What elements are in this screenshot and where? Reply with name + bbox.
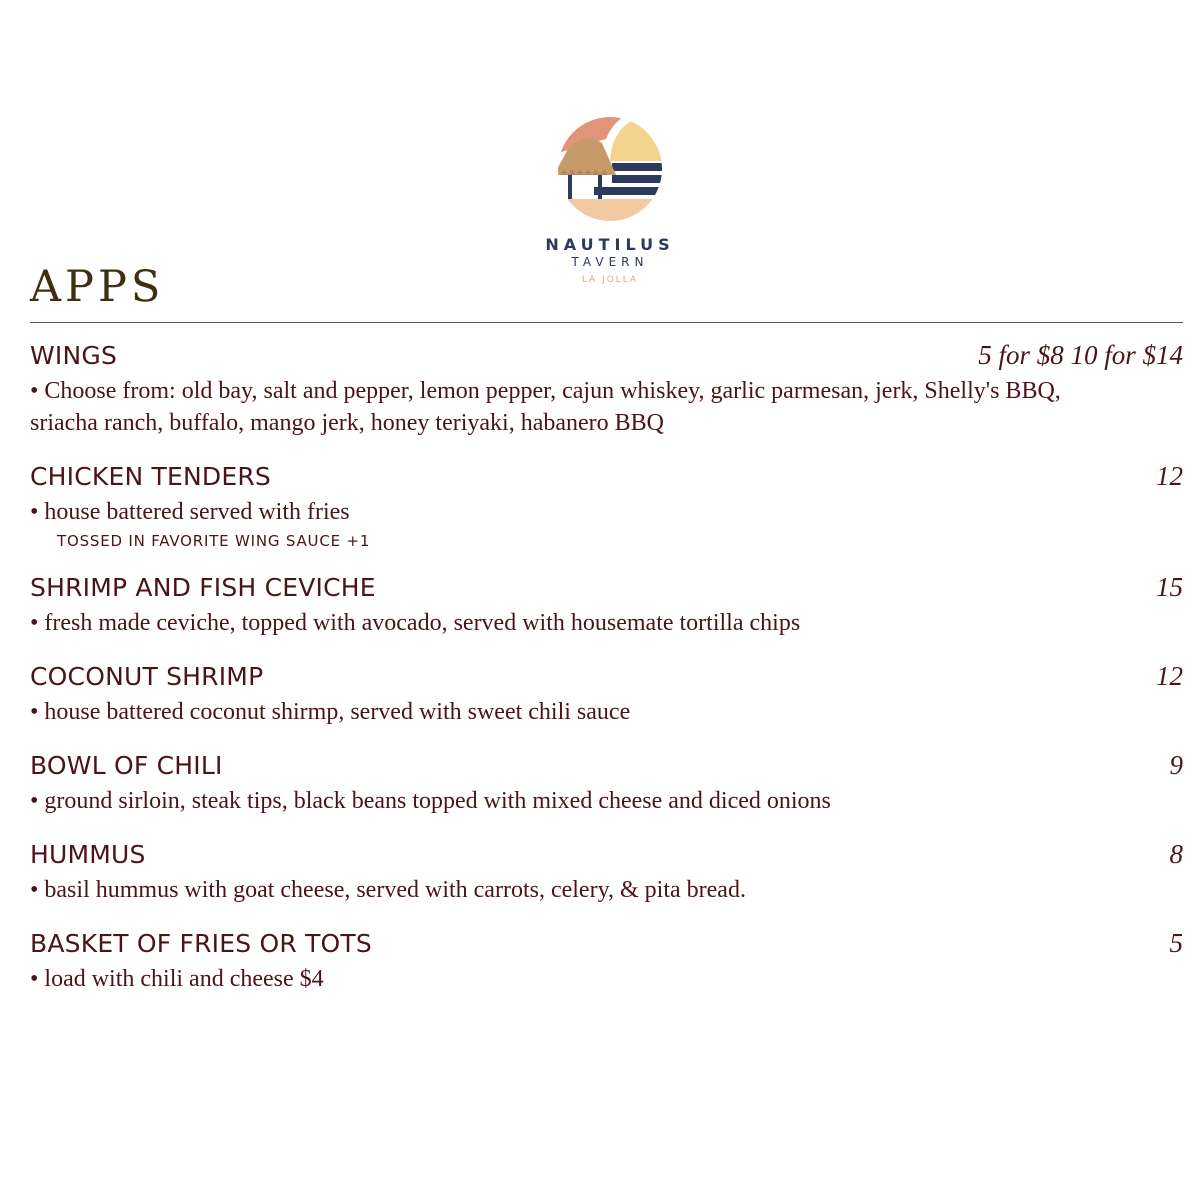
item-addon-note: TOSSED IN FAVORITE WING SAUCE +1	[57, 532, 371, 550]
item-price: 5 for $8 10 for $14	[978, 340, 1183, 370]
item-price: 8	[1169, 839, 1183, 869]
item-name: SHRIMP AND FISH CEVICHE	[30, 573, 376, 602]
logo-emblem-icon	[554, 113, 666, 225]
item-price: 12	[1156, 661, 1183, 691]
item-price: 12	[1156, 461, 1183, 491]
logo-brand-name: NAUTILUS	[545, 235, 675, 254]
item-name: CHICKEN TENDERS	[30, 462, 271, 491]
item-description: • house battered served with fries	[30, 499, 350, 525]
menu-list	[30, 340, 1183, 1017]
menu-item-bowl-of-chili	[30, 750, 1183, 817]
item-description: • house battered coconut shirmp, served with sweet chili sauce	[30, 699, 631, 725]
item-description: • load with chili and cheese $4	[30, 966, 324, 992]
item-name: WINGS	[30, 341, 118, 370]
menu-item-coconut-shrimp	[30, 661, 1183, 728]
section-divider	[30, 322, 1183, 323]
item-name: COCONUT SHRIMP	[30, 662, 264, 691]
nautilus-tavern-logo	[530, 113, 690, 293]
logo-brand-sub: TAVERN	[571, 255, 649, 269]
item-description: • ground sirloin, steak tips, black beans topped with mixed cheese and diced onions	[30, 788, 831, 814]
item-description: • Choose from: old bay, salt and pepper, lemon pepper, cajun whiskey, garlic parmesan, jerk, Shelly's BBQ, sriacha ranch, buffalo, mango jerk, honey teriyaki, habanero BBQ	[30, 378, 1061, 436]
item-name: HUMMUS	[30, 840, 146, 869]
item-description: • basil hummus with goat cheese, served with carrots, celery, & pita bread.	[30, 877, 746, 903]
section-title: APPS	[30, 262, 165, 312]
item-description: • fresh made ceviche, topped with avocado, served with housemate tortilla chips	[30, 610, 801, 636]
menu-item-chicken-tenders	[30, 461, 1183, 550]
item-name: BOWL OF CHILI	[30, 751, 223, 780]
menu-item-shrimp-fish-ceviche	[30, 572, 1183, 639]
item-name: BASKET OF FRIES OR TOTS	[30, 929, 372, 958]
item-price: 5	[1169, 928, 1183, 958]
menu-item-basket-fries-tots	[30, 928, 1183, 995]
item-price: 9	[1169, 750, 1183, 780]
item-price: 15	[1156, 572, 1183, 602]
menu-item-hummus	[30, 839, 1183, 906]
menu-item-wings	[30, 340, 1183, 439]
logo-brand-location: LA JOLLA	[581, 275, 639, 285]
